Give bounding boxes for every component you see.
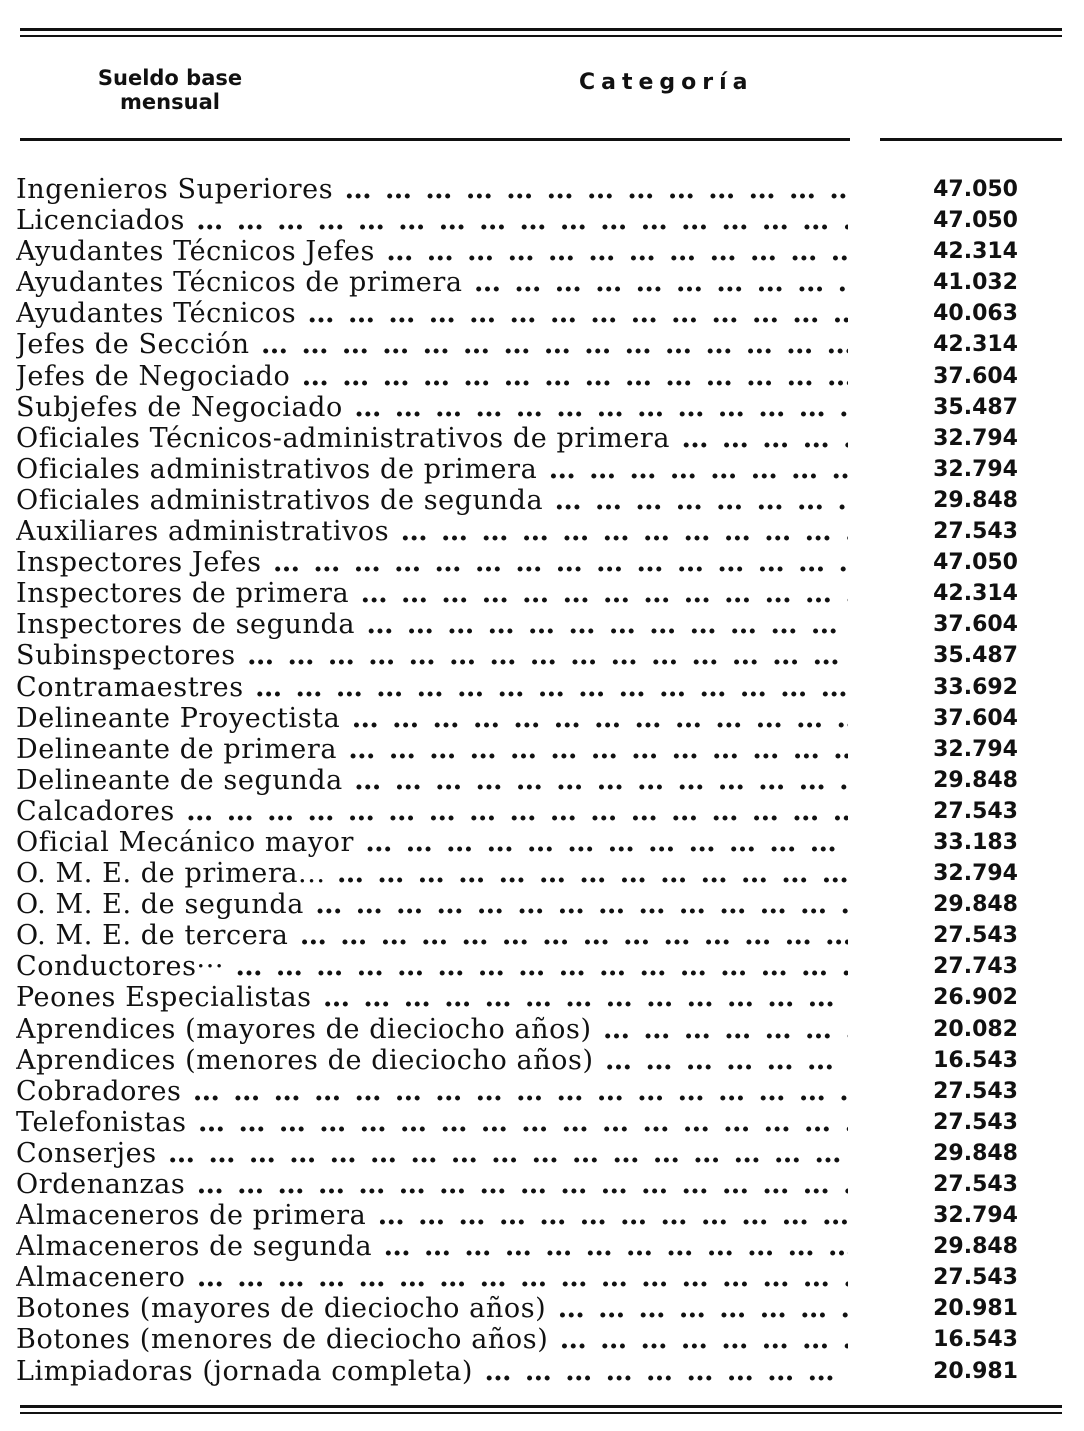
table-row [0,889,1084,920]
sueldo-cell: 20.082 [933,1016,1018,1042]
sueldo-cell: 42.314 [933,581,1018,607]
sueldo-cell: 40.063 [933,301,1018,327]
categoria-cell: Cobradores … … … … … … … … … … … … … … … … … … … … … … … … … … … … … … … … … … [16,1076,848,1107]
categoria-cell: Delineante Proyectista … … … … … … … … … … … … … … … … … … … … … … … … … … … … … … … … … … [16,703,848,734]
sueldo-cell: 37.604 [933,612,1018,638]
sueldo-cell: 27.543 [933,1109,1018,1135]
table-row [0,1107,1084,1138]
table-row [0,423,1084,454]
table-row [0,796,1084,827]
categoria-cell: Almacenero … … … … … … … … … … … … … … … … … … … … … … … … … … … … … … … … … … [16,1262,848,1293]
column-header-sueldo-line2: mensual [120,90,220,114]
table-row [0,205,1084,236]
sueldo-cell: 20.981 [933,1358,1018,1384]
sueldo-cell: 47.050 [933,177,1018,202]
table-row [0,361,1084,392]
sueldo-cell: 26.902 [933,985,1018,1011]
sueldo-cell: 41.032 [933,270,1018,296]
column-header-sueldo-line1: Sueldo base [97,66,243,90]
categoria-cell: Conductores··· … … … … … … … … … … … … … … … … … … … … … … … … … … … … … … … … … … [16,951,848,982]
sueldo-cell: 42.314 [933,239,1018,265]
sueldo-cell: 29.848 [933,1140,1018,1166]
sueldo-cell: 35.487 [933,394,1018,420]
categoria-cell: Licenciados … … … … … … … … … … … … … … … … … … … … … … … … … … … … … … … … … … [16,205,848,236]
table-row [0,1076,1084,1107]
categoria-cell: Almaceneros de primera … … … … … … … … … … … … … … … … … … … … … … … … … … … … … … … … … … [16,1200,848,1231]
sueldo-cell: 35.487 [933,643,1018,669]
categoria-cell: Jefes de Sección … … … … … … … … … … … … … … … … … … … … … … … … … … … … … … … … … … [16,329,848,360]
categoria-cell: Aprendices (menores de dieciocho años) … … … … … … … … … … … … … … … … … … … … … … … … … … … … … … … … … … [16,1045,848,1076]
sueldo-cell: 47.050 [933,550,1018,576]
sueldo-cell: 33.183 [933,829,1018,855]
column-header-sueldo [80,66,260,114]
table-row [0,329,1084,360]
categoria-cell: Inspectores de primera … … … … … … … … … … … … … … … … … … … … … … … … … … … … … … … … … … [16,578,848,609]
categoria-cell: Calcadores … … … … … … … … … … … … … … … … … … … … … … … … … … … … … … … … … … [16,796,848,827]
column-header-categoria: Categoría [579,70,754,95]
sueldo-cell: 32.794 [933,456,1018,482]
categoria-cell: Peones Especialistas … … … … … … … … … … … … … … … … … … … … … … … … … … … … … … … … … … [16,982,848,1013]
table-row [0,174,1084,205]
table-row [0,1014,1084,1045]
table-row [0,1262,1084,1293]
table-row [0,547,1084,578]
table-row [0,609,1084,640]
categoria-cell: Ingenieros Superiores … … … … … … … … … … … … … … … … … … … … … … … … … … … … … … … … … … [16,174,848,205]
sueldo-cell: 27.543 [933,1078,1018,1104]
sueldo-cell: 29.848 [933,487,1018,513]
categoria-cell: Botones (menores de dieciocho años) … … … … … … … … … … … … … … … … … … … … … … … … … … … … … … … … … … [16,1324,848,1355]
categoria-cell: Botones (mayores de dieciocho años) … … … … … … … … … … … … … … … … … … … … … … … … … … … … … … … … … … [16,1293,848,1324]
top-double-rule [20,28,1062,37]
categoria-cell: Jefes de Negociado … … … … … … … … … … … … … … … … … … … … … … … … … … … … … … … … … … [16,361,848,392]
sueldo-cell: 27.743 [933,954,1018,980]
table-row [0,485,1084,516]
header-rule-sueldo [880,138,1062,141]
table-row [0,982,1084,1013]
table-row [0,827,1084,858]
table-row [0,703,1084,734]
table-row [0,1138,1084,1169]
categoria-cell: Ayudantes Técnicos de primera … … … … … … … … … … … … … … … … … … … … … … … … … … … … … … … … … … [16,267,848,298]
sueldo-cell: 32.794 [933,1203,1018,1229]
categoria-cell: Ayudantes Técnicos Jefes … … … … … … … … … … … … … … … … … … … … … … … … … … … … … … … … … … [16,236,848,267]
table-row [0,1231,1084,1262]
categoria-cell: O. M. E. de segunda … … … … … … … … … … … … … … … … … … … … … … … … … … … … … … … … … … [16,889,848,920]
categoria-cell: Conserjes … … … … … … … … … … … … … … … … … … … … … … … … … … … … … … … … … … [16,1138,848,1169]
table-row [0,1324,1084,1355]
categoria-cell: Subinspectores … … … … … … … … … … … … … … … … … … … … … … … … … … … … … … … … … … [16,640,848,671]
table-row [0,516,1084,547]
table-row [0,672,1084,703]
sueldo-cell: 42.314 [933,332,1018,358]
bottom-double-rule [20,1405,1062,1414]
categoria-cell: O. M. E. de tercera … … … … … … … … … … … … … … … … … … … … … … … … … … … … … … … … … … [16,920,848,951]
table-row [0,1293,1084,1324]
table-row [0,640,1084,671]
categoria-cell: Contramaestres … … … … … … … … … … … … … … … … … … … … … … … … … … … … … … … … … … [16,672,848,703]
table-row [0,578,1084,609]
sueldo-cell: 27.543 [933,519,1018,545]
sueldo-cell: 29.848 [933,1234,1018,1260]
sueldo-cell: 37.604 [933,705,1018,731]
categoria-cell: Almaceneros de segunda … … … … … … … … … … … … … … … … … … … … … … … … … … … … … … … … … … [16,1231,848,1262]
sueldo-cell: 27.543 [933,798,1018,824]
sueldo-cell: 27.543 [933,1265,1018,1291]
categoria-cell: Subjefes de Negociado … … … … … … … … … … … … … … … … … … … … … … … … … … … … … … … … … … [16,392,848,423]
sueldo-cell: 29.848 [933,892,1018,918]
categoria-cell: Oficiales administrativos de segunda … … … … … … … … … … … … … … … … … … … … … … … … … … … … … … … … … … [16,485,848,516]
categoria-cell: Inspectores de segunda … … … … … … … … … … … … … … … … … … … … … … … … … … … … … … … … … … [16,609,848,640]
categoria-cell: Delineante de primera … … … … … … … … … … … … … … … … … … … … … … … … … … … … … … … … … … [16,734,848,765]
categoria-cell: Telefonistas … … … … … … … … … … … … … … … … … … … … … … … … … … … … … … … … … … [16,1107,848,1138]
table-row [0,858,1084,889]
categoria-cell: Oficial Mecánico mayor … … … … … … … … … … … … … … … … … … … … … … … … … … … … … … … … … … [16,827,848,858]
table-row [0,1169,1084,1200]
categoria-cell: Oficiales administrativos de primera … … … … … … … … … … … … … … … … … … … … … … … … … … … … … … … … … … [16,454,848,485]
categoria-cell: Aprendices (mayores de dieciocho años) … … … … … … … … … … … … … … … … … … … … … … … … … … … … … … … … … … [16,1014,848,1045]
table-row [0,1045,1084,1076]
sueldo-cell: 37.604 [933,363,1018,389]
table-row [0,454,1084,485]
categoria-cell: Delineante de segunda … … … … … … … … … … … … … … … … … … … … … … … … … … … … … … … … … … [16,765,848,796]
sueldo-cell: 32.794 [933,736,1018,762]
sueldo-cell: 29.848 [933,767,1018,793]
table-row [0,1200,1084,1231]
table-row [0,765,1084,796]
table-row [0,1356,1084,1387]
categoria-cell: Ordenanzas … … … … … … … … … … … … … … … … … … … … … … … … … … … … … … … … … … [16,1169,848,1200]
table-row [0,920,1084,951]
sueldo-cell: 27.543 [933,1172,1018,1197]
table-row [0,392,1084,423]
table-row [0,267,1084,298]
categoria-cell: O. M. E. de primera... … … … … … … … … … … … … … … … … … … … … … … … … … … … … … … … … … … [16,858,848,889]
categoria-cell: Limpiadoras (jornada completa) … … … … … … … … … … … … … … … … … … … … … … … … … … … … … … … … … … [16,1356,848,1387]
categoria-cell: Auxiliares administrativos … … … … … … … … … … … … … … … … … … … … … … … … … … … … … … … … … … [16,516,848,547]
categoria-cell: Inspectores Jefes … … … … … … … … … … … … … … … … … … … … … … … … … … … … … … … … … … [16,547,848,578]
sueldo-cell: 20.981 [933,1296,1018,1322]
sueldo-cell: 47.050 [933,208,1018,234]
sueldo-cell: 27.543 [933,923,1018,949]
table-row [0,734,1084,765]
sueldo-cell: 16.543 [933,1047,1018,1073]
salary-table-body [0,174,1084,1387]
sueldo-cell: 32.794 [933,425,1018,451]
categoria-cell: Oficiales Técnicos-administrativos de primera … … … … … … … … … … … … … … … … … … … … … … … … … … … … … … … … … … [16,423,848,454]
sueldo-cell: 16.543 [933,1327,1018,1353]
table-row [0,236,1084,267]
table-row [0,951,1084,982]
header-rule-categoria [20,138,850,141]
categoria-cell: Ayudantes Técnicos … … … … … … … … … … … … … … … … … … … … … … … … … … … … … … … … … … [16,298,848,329]
sueldo-cell: 33.692 [933,674,1018,700]
sueldo-cell: 32.794 [933,861,1018,887]
table-row [0,298,1084,329]
